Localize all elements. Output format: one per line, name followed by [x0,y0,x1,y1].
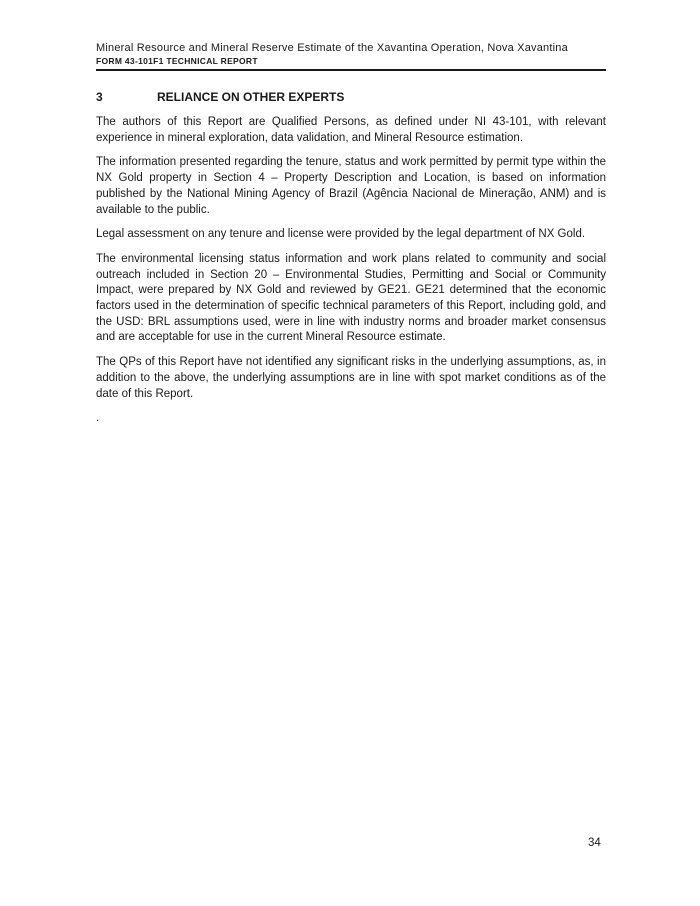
header-subtitle: FORM 43-101F1 TECHNICAL REPORT [96,56,258,66]
section-title: RELIANCE ON OTHER EXPERTS [157,90,345,104]
paragraph: The authors of this Report are Qualified Persons, as defined under NI 43-101, with relevant experience in mineral exploration, data validation, and Mineral Resource estimation. [96,116,606,144]
paragraph: The information presented regarding the tenure, status and work permitted by permit type within the NX Gold property in Section 4 – Property Description and Location, is based on information published by the National Mining Agency of Brazil (Agência Nacional de Mineração, ANM) and is available to the public. [96,156,606,216]
stray-period: . [96,412,100,425]
paragraph: The QPs of this Report have not identified any significant risks in the underlying assumptions, as, in addition to the above, the underlying assumptions are in line with spot market conditions as of the date of this Report. [96,356,606,400]
section-number: 3 [96,90,103,104]
header-title: Mineral Resource and Mineral Reserve Estimate of the Xavantina Operation, Nova Xavantina [96,42,568,54]
section-heading [96,90,606,104]
running-header [96,42,606,71]
header-rule [96,69,606,71]
body-copy [96,115,606,427]
paragraph: The environmental licensing status information and work plans related to community and social outreach included in Section 20 – Environmental Studies, Permitting and Social or Community Impact, were prepared by NX Gold and reviewed by GE21. GE21 determined that the economic factors used in the determination of specific technical parameters of this Report, including gold, and the USD: BRL assumptions used, were in line with industry norms and broader market consensus and are acceptable for use in the current Mineral Resource estimate. [96,252,606,344]
paragraph: Legal assessment on any tenure and license were provided by the legal department of NX Gold. [96,228,586,241]
page-content [96,42,606,427]
page-number: 34 [588,837,601,849]
